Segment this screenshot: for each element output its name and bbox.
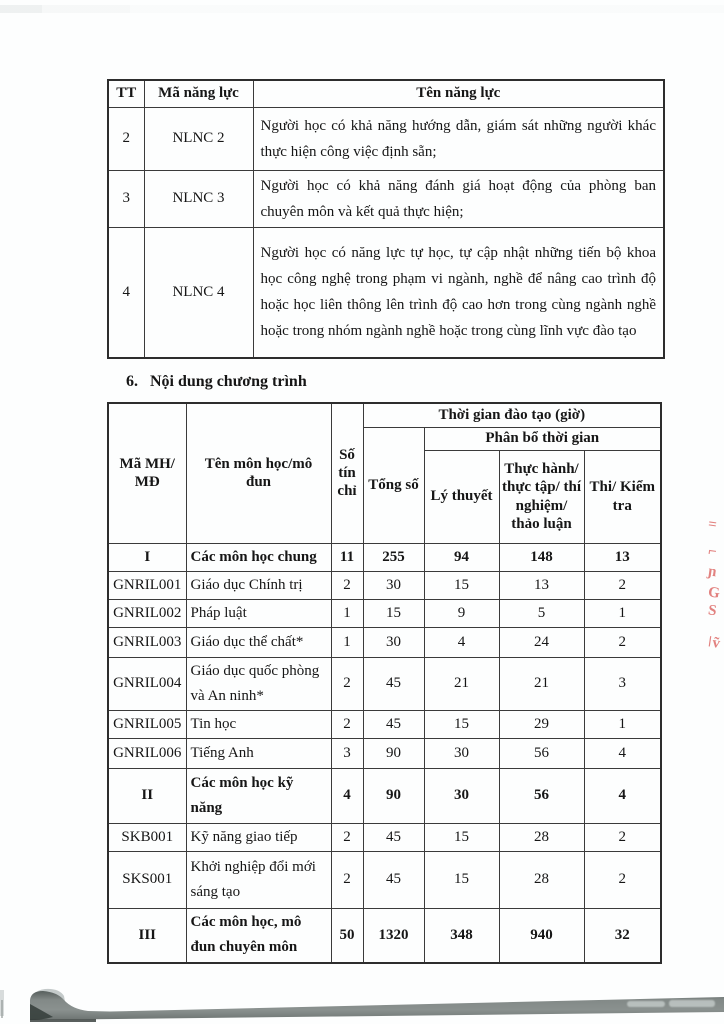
cell-course-code: GNRIL003 [108,627,186,657]
cell-competency-code: NLNC 2 [144,107,253,170]
margin-annotation-mark: = [707,516,719,534]
curriculum-table-row [108,599,661,627]
curriculum-table-row [108,851,661,908]
cell-course-name: Kỹ năng giao tiếp [186,823,331,851]
cell-exam-hours: 2 [584,851,661,908]
cell-credits: 50 [331,908,363,963]
cell-total-hours: 45 [363,710,424,738]
cell-credits: 2 [331,710,363,738]
curriculum-table-row [108,543,661,571]
cell-competency-code: NLNC 3 [144,170,253,227]
cell-credits: 1 [331,599,363,627]
cell-tt: 2 [108,107,144,170]
cell-credits: 2 [331,851,363,908]
cell-exam-hours: 13 [584,543,661,571]
cell-course-name: Tiếng Anh [186,738,331,768]
curriculum-table-row [108,710,661,738]
competency-table-row [108,170,664,227]
margin-annotation-mark: ǀṽ [707,634,722,653]
cell-credits: 2 [331,657,363,710]
competency-table-body [108,80,664,358]
cell-exam-hours: 3 [584,657,661,710]
cell-total-hours: 255 [363,543,424,571]
cell-practice-hours: 5 [499,599,584,627]
competency-col-header-tt: TT [108,80,144,107]
cell-practice-hours: 148 [499,543,584,571]
cell-practice-hours: 56 [499,738,584,768]
curriculum-header-row-1 [108,403,661,427]
competency-col-header-code: Mã năng lực [144,80,253,107]
cell-theory-hours: 15 [424,710,499,738]
cell-theory-hours: 15 [424,851,499,908]
curriculum-table [107,402,662,964]
col-header-name: Tên môn học/mô đun [186,403,331,543]
scan-artifact-top-edge [0,5,724,13]
competency-col-header-name: Tên năng lực [253,80,664,107]
col-header-theory: Lý thuyết [424,450,499,543]
illegible-watermark [669,1000,715,1007]
cell-theory-hours: 348 [424,908,499,963]
cell-course-code: GNRIL006 [108,738,186,768]
cell-theory-hours: 15 [424,571,499,599]
cell-practice-hours: 28 [499,851,584,908]
cell-total-hours: 45 [363,823,424,851]
cell-exam-hours: 1 [584,710,661,738]
cell-exam-hours: 32 [584,908,661,963]
col-header-total: Tổng số [363,427,424,543]
curriculum-table-row [108,738,661,768]
cell-course-name: Giáo dục quốc phòng và An ninh* [186,657,331,710]
cell-credits: 2 [331,571,363,599]
cell-course-code: SKS001 [108,851,186,908]
cell-competency-description: Người học có khả năng hướng dẫn, giám sát những người khác thực hiện công việc định sẵn; [253,107,664,170]
cell-course-name: Các môn học kỹ năng [186,768,331,823]
curriculum-table-row [108,908,661,963]
cell-theory-hours: 9 [424,599,499,627]
cell-credits: 2 [331,823,363,851]
cell-course-name: Tin học [186,710,331,738]
cell-exam-hours: 1 [584,599,661,627]
cell-total-hours: 45 [363,657,424,710]
cell-exam-hours: 4 [584,768,661,823]
cell-exam-hours: 2 [584,627,661,657]
cell-total-hours: 45 [363,851,424,908]
cell-practice-hours: 21 [499,657,584,710]
cell-theory-hours: 30 [424,738,499,768]
curriculum-table-row [108,768,661,823]
curriculum-table-row [108,571,661,599]
col-header-time-group: Thời gian đào tạo (giờ) [363,403,661,427]
margin-annotation-mark: ⌐ [707,543,719,561]
cell-total-hours: 15 [363,599,424,627]
curriculum-table-row [108,823,661,851]
cell-course-code: I [108,543,186,571]
cell-practice-hours: 56 [499,768,584,823]
margin-annotation-mark: ɲ [707,563,719,581]
cell-theory-hours: 21 [424,657,499,710]
cell-total-hours: 30 [363,627,424,657]
cell-exam-hours: 2 [584,823,661,851]
curriculum-table-body [108,403,661,963]
col-header-practice: Thực hành/ thực tập/ thí nghiệm/ thảo luận [499,450,584,543]
cell-total-hours: 30 [363,571,424,599]
cell-course-code: SKB001 [108,823,186,851]
scanner-bottom-band [0,970,724,1024]
competency-table [107,79,665,359]
cell-exam-hours: 4 [584,738,661,768]
cell-tt: 3 [108,170,144,227]
section-number: 6. [126,373,138,390]
cell-total-hours: 1320 [363,908,424,963]
margin-annotation-mark: S [707,602,719,620]
cell-competency-description: Người học có năng lực tự học, tự cập nhật những tiến bộ khoa học công nghệ trong phạm vi ngành, nghề để nâng cao trình độ hoặc học liên thông lên trình độ cao hơn trong cùng ngành nghề hoặc trong nhóm ngành nghề hoặc trong cùng lĩnh vực đào tạo [253,227,664,358]
cell-course-name: Giáo dục thể chất* [186,627,331,657]
cell-theory-hours: 15 [424,823,499,851]
cell-tt: 4 [108,227,144,358]
cell-course-code: GNRIL004 [108,657,186,710]
cell-credits: 4 [331,768,363,823]
cell-practice-hours: 29 [499,710,584,738]
cell-course-code: GNRIL002 [108,599,186,627]
cell-theory-hours: 4 [424,627,499,657]
cell-practice-hours: 940 [499,908,584,963]
competency-header-row [108,80,664,107]
col-header-exam: Thi/ Kiểm tra [584,450,661,543]
cell-course-name: Giáo dục Chính trị [186,571,331,599]
cell-practice-hours: 13 [499,571,584,599]
cell-credits: 3 [331,738,363,768]
cell-theory-hours: 30 [424,768,499,823]
cell-course-code: III [108,908,186,963]
col-header-credits: Số tín chỉ [331,403,363,543]
cell-total-hours: 90 [363,738,424,768]
cell-competency-code: NLNC 4 [144,227,253,358]
section-heading [126,373,307,391]
curriculum-table-row [108,657,661,710]
competency-table-row [108,227,664,358]
cell-course-code: GNRIL001 [108,571,186,599]
margin-annotation-mark: G [707,584,722,603]
cell-credits: 1 [331,627,363,657]
cell-course-code: GNRIL005 [108,710,186,738]
curriculum-table-row [108,627,661,657]
col-header-code: Mã MH/ MĐ [108,403,186,543]
cell-course-code: II [108,768,186,823]
cell-course-name: Khởi nghiệp đổi mới sáng tạo [186,851,331,908]
illegible-watermark [627,1001,665,1007]
col-header-allocation-group: Phân bổ thời gian [424,427,661,450]
cell-credits: 11 [331,543,363,571]
cell-total-hours: 90 [363,768,424,823]
cell-exam-hours: 2 [584,571,661,599]
cell-practice-hours: 24 [499,627,584,657]
competency-table-row [108,107,664,170]
cell-competency-description: Người học có khả năng đánh giá hoạt động của phòng ban chuyên môn và kết quả thực hiện; [253,170,664,227]
cell-course-name: Pháp luật [186,599,331,627]
scan-band-shape [30,991,724,1020]
cell-course-name: Các môn học, mô đun chuyên môn [186,908,331,963]
cell-theory-hours: 94 [424,543,499,571]
section-title-text: Nội dung chương trình [150,373,307,390]
cell-practice-hours: 28 [499,823,584,851]
cell-course-name: Các môn học chung [186,543,331,571]
